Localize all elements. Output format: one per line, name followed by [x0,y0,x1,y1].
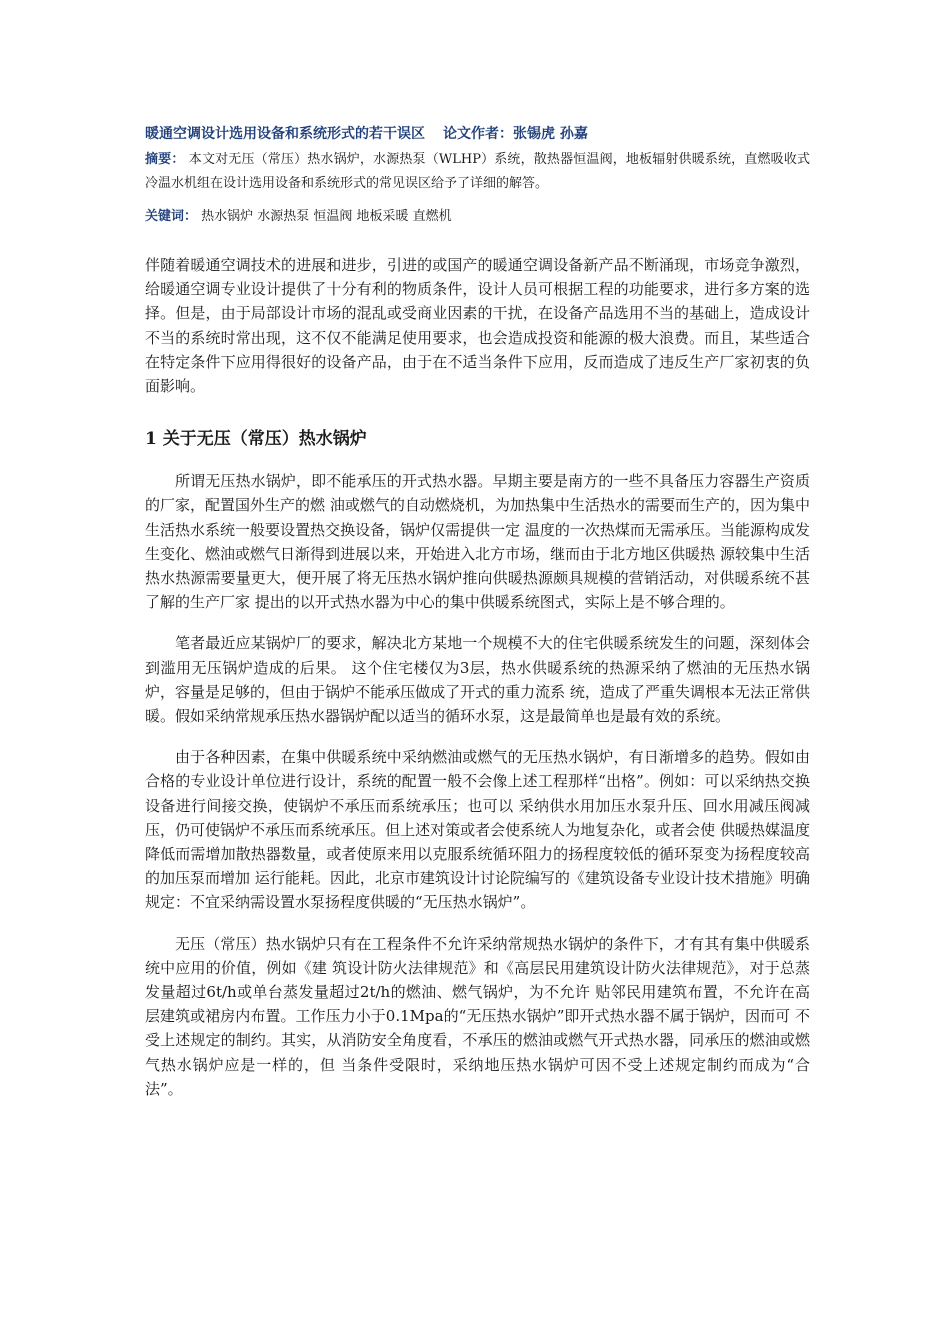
body-paragraph: 无压（常压）热水锅炉只有在工程条件不允许采纳常规热水锅炉的条件下，才有其有集中供暖系统中应用的价值，例如《建 筑设计防火法律规范》和《高层民用建筑设计防火法律规范》，对于总蒸发量超过6t/h或单台蒸发量超过2t/h的燃油、燃气锅炉，为不允许 贴邻民用建筑布置，不允许在高层建筑或裙房内布置。工作压力小于0.1Mpa的“无压热水锅炉”即开式热水器不属于锅炉，因而可 不受上述规定的制约。其实，从消防安全角度看，不承压的燃油或燃气开式热水器，同承压的燃油或燃气热水锅炉应是一样的，但 当条件受限时，采纳地压热水锅炉可因不受上述规定制约而成为“合法”。 [145,934,810,1098]
abstract-text: 本文对无压（常压）热水锅炉，水源热泵（WLHP）系统，散热器恒温阀，地板辐射供暖系统，直燃吸收式冷温水机组在设计选用设备和系统形式的常见误区给予了详细的解答。 [145,152,810,191]
keywords-label: 关键词： [145,209,198,224]
abstract [145,148,810,196]
keywords [145,206,810,228]
body-paragraph: 由于各种因素，在集中供暖系统中采纳燃油或燃气的无压热水锅炉，有日渐增多的趋势。假如由合格的专业设计单位进行设计，系统的配置一般不会像上述工程那样“出格”。例如：可以采纳热交换设备进行间接交换，使锅炉不承压而系统承压；也可以 采纳供水用加压水泵升压、回水用减压阀减压，仍可使锅炉不承压而系统承压。但上述对策或者会使系统人为地复杂化，或者会使 供暖热媒温度降低而需增加散热器数量，或者使原来用以克服系统循环阻力的扬程度较低的循环泵变为扬程度较高的加压泵而增加 运行能耗。因此，北京市建筑设计讨论院编写的《建筑设备专业设计技术措施》明确规定：不宜采纳需设置水泵扬程度供暖的“无压热水锅炉”。 [145,748,810,912]
document-authors: 论文作者：张锡虎 孙嘉 [443,126,588,142]
document-title-line [145,122,810,146]
section-heading: 1 关于无压（常压）热水锅炉 [145,429,367,450]
body-paragraph: 笔者最近应某锅炉厂的要求，解决北方某地一个规模不大的住宅供暖系统发生的问题，深刻体会到滥用无压锅炉造成的后果。 这个住宅楼仅为3层，热水供暖系统的热源采纳了燃油的无压热水锅炉，容量是足够的，但由于锅炉不能承压做成了开式的重力流系 统，造成了严重失调根本无法正常供暖。假如采纳常规承压热水器锅炉配以适当的循环水泵，这是最简单也是最有效的系统。 [145,634,810,726]
abstract-label: 摘要： [145,152,185,167]
body-paragraph: 所谓无压热水锅炉，即不能承压的开式热水器。早期主要是南方的一些不具备压力容器生产资质的厂家，配置国外生产的燃 油或燃气的自动燃烧机，为加热集中生活热水的需要而生产的，因为集中生活热水系统一般要设置热交换设备，锅炉仅需提供一定 温度的一次热煤而无需承压。当能源构成发生变化、燃油或燃气日渐得到进展以来，开始进入北方市场，继而由于北方地区供暖热 源较集中生活热水热源需要量更大，便开展了将无压热水锅炉推向供暖热源颇具规模的营销活动，对供暖系统不甚了解的生产厂家 提出的以开式热水器为中心的集中供暖系统图式，实际上是不够合理的。 [145,472,810,612]
keywords-text: 热水锅炉 水源热泵 恒温阀 地板采暖 直燃机 [197,209,452,224]
intro-paragraph: 伴随着暖通空调技术的进展和进步，引进的或国产的暖通空调设备新产品不断涌现，市场竞争激烈，给暖通空调专业设计提供了十分有利的物质条件，设计人员可根据工程的功能要求，进行多方案的选择。但是，由于局部设计市场的混乱或受商业因素的干扰，在设备产品选用不当的基础上，造成设计不当的系统时常出现，这不仅不能满足使用要求，也会造成投资和能源的极大浪费。而且，某些适合在特定条件下应用得很好的设备产品，由于在不适当条件下应用，反而造成了违反生产厂家初衷的负面影响。 [145,256,810,396]
document-title: 暖通空调设计选用设备和系统形式的若干误区 [145,126,425,142]
document-page [145,122,810,1101]
